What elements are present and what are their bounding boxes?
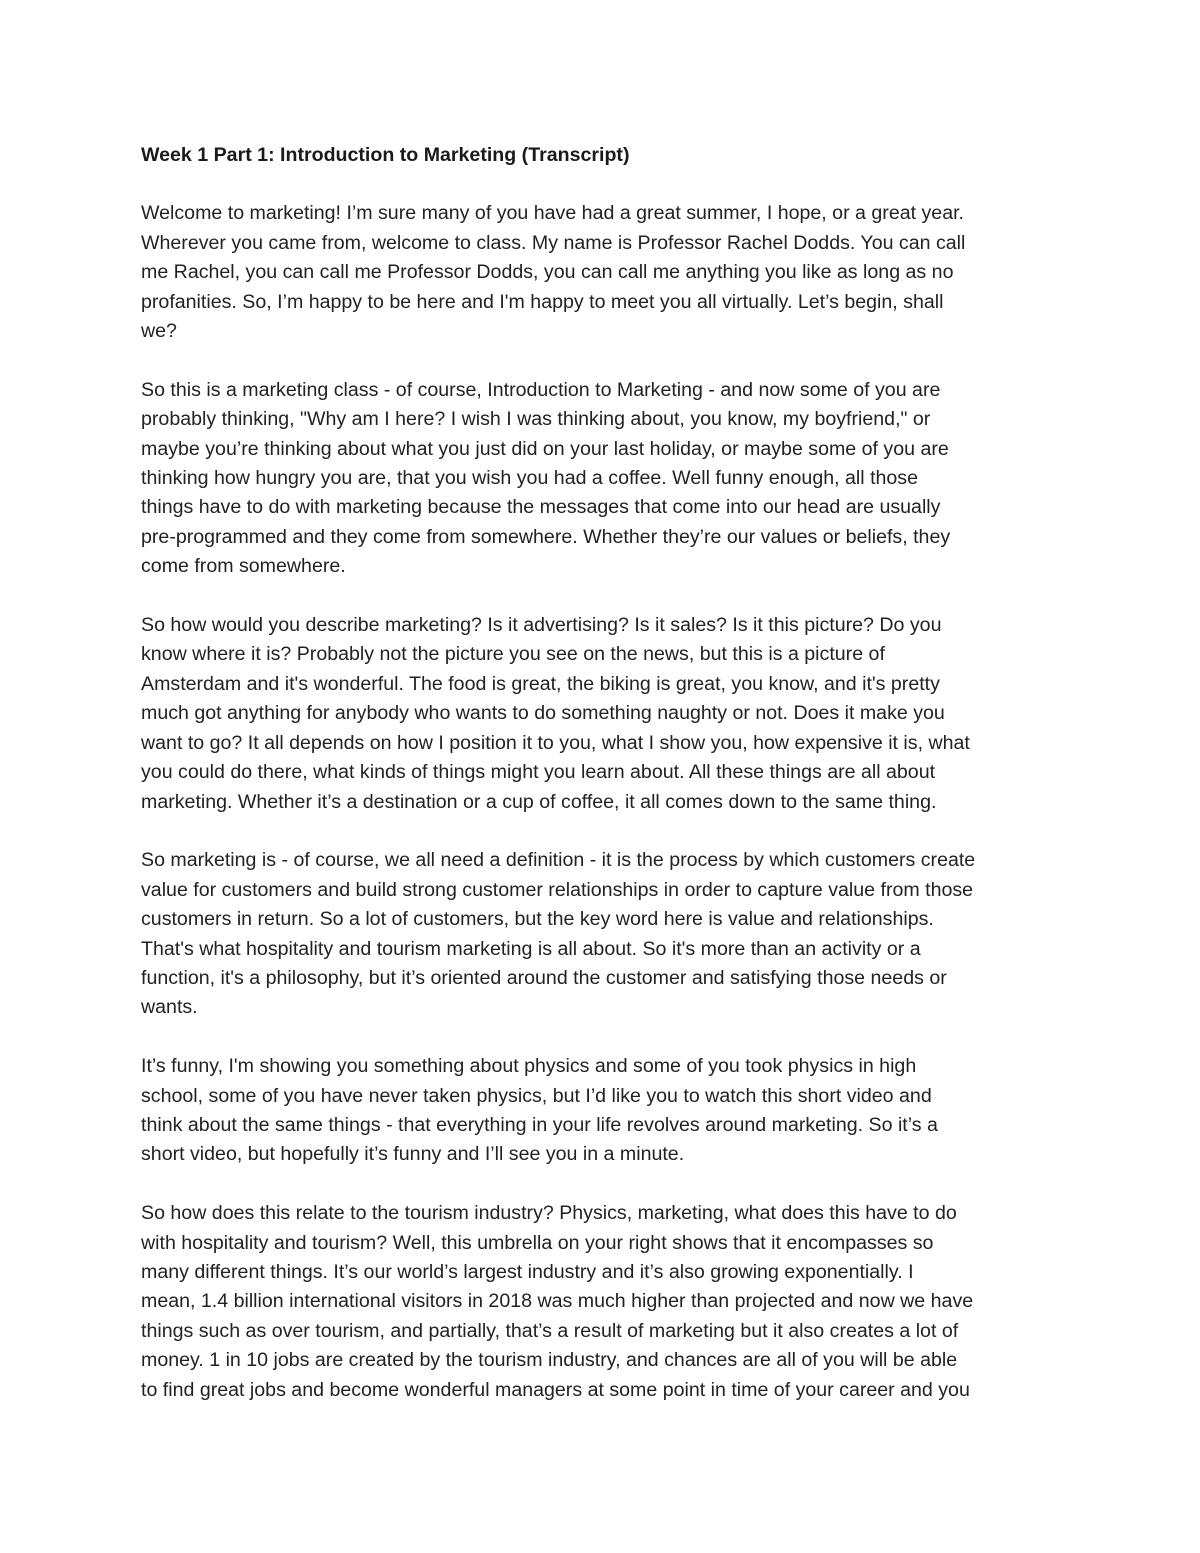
paragraph-line: money. 1 in 10 jobs are created by the tourism industry, and chances are all of you will be able [141,1349,958,1372]
paragraph-line: think about the same things - that everything in your life revolves around marketing. So it’s a [141,1113,938,1136]
paragraph-line: pre-programmed and they come from somewhere. Whether they’re our values or beliefs, they [141,525,951,548]
paragraph-line: So marketing is - of course, we all need a definition - it is the process by which customers create [141,849,976,872]
paragraph-line: customers in return. So a lot of customers, but the key word here is value and relationships. [141,908,934,931]
paragraph-line: profanities. So, I’m happy to be here and I'm happy to meet you all virtually. Let’s begin, shall [141,290,944,313]
paragraph-line: know where it is? Probably not the picture you see on the news, but this is a picture of [141,643,885,666]
paragraph-line: with hospitality and tourism? Well, this umbrella on your right shows that it encompasses so [141,1231,934,1254]
document-body [141,141,1061,1405]
paragraph-line: So how would you describe marketing? Is it advertising? Is it sales? Is it this picture? Do you [141,614,942,637]
paragraph [141,1052,1061,1170]
document-title: Week 1 Part 1: Introduction to Marketing (Transcript) [141,144,630,166]
paragraph-line: It’s funny, I'm showing you something about physics and some of you took physics in high [141,1055,917,1078]
paragraph-line: want to go? It all depends on how I position it to you, what I show you, how expensive it is, what [141,731,970,754]
paragraph-line: things such as over tourism, and partially, that’s a result of marketing but it also creates a lot of [141,1319,959,1342]
paragraph-line: function, it's a philosophy, but it’s oriented around the customer and satisfying those needs or [141,966,947,989]
paragraph [141,611,1061,817]
paragraph-line: school, some of you have never taken physics, but I’d like you to watch this short video and [141,1084,932,1107]
paragraph-line: wants. [141,996,198,1019]
paragraph [141,199,1061,346]
paragraph-line: short video, but hopefully it’s funny and I’ll see you in a minute. [141,1143,685,1166]
paragraph-line: maybe you’re thinking about what you just did on your last holiday, or maybe some of you are [141,437,949,460]
paragraph-line: So this is a marketing class - of course, Introduction to Marketing - and now some of you are [141,378,941,401]
paragraph-line: much got anything for anybody who wants to do something naughty or not. Does it make you [141,702,945,725]
paragraph-line: we? [141,320,177,343]
paragraph [141,1199,1061,1405]
paragraph-line: me Rachel, you can call me Professor Dodds, you can call me anything you like as long as no [141,261,954,284]
paragraph-line: you could do there, what kinds of things might you learn about. All these things are all about [141,761,936,784]
paragraph-line: thinking how hungry you are, that you wish you had a coffee. Well funny enough, all those [141,467,918,490]
paragraph-list [141,199,1061,1405]
paragraph-line: Amsterdam and it's wonderful. The food is great, the biking is great, you know, and it's pretty [141,672,940,695]
paragraph-line: things have to do with marketing because the messages that come into our head are usually [141,496,941,519]
paragraph-line: mean, 1.4 billion international visitors in 2018 was much higher than projected and now we have [141,1290,974,1313]
paragraph [141,376,1061,582]
paragraph-line: to find great jobs and become wonderful managers at some point in time of your career and you [141,1378,970,1401]
paragraph-line: That's what hospitality and tourism marketing is all about. So it's more than an activity or a [141,937,921,960]
paragraph-line: probably thinking, "Why am I here? I wish I was thinking about, you know, my boyfriend," or [141,408,931,431]
paragraph-line: Welcome to marketing! I’m sure many of you have had a great summer, I hope, or a great year. [141,202,964,225]
paragraph-line: Wherever you came from, welcome to class. My name is Professor Rachel Dodds. You can call [141,231,966,254]
paragraph-line: marketing. Whether it’s a destination or a cup of coffee, it all comes down to the same thing. [141,790,937,813]
paragraph [141,846,1061,1022]
paragraph-line: So how does this relate to the tourism industry? Physics, marketing, what does this have to do [141,1202,957,1225]
paragraph-line: come from somewhere. [141,555,346,578]
paragraph-line: value for customers and build strong customer relationships in order to capture value from those [141,878,974,901]
paragraph-line: many different things. It’s our world’s largest industry and it’s also growing exponentially. I [141,1260,914,1283]
